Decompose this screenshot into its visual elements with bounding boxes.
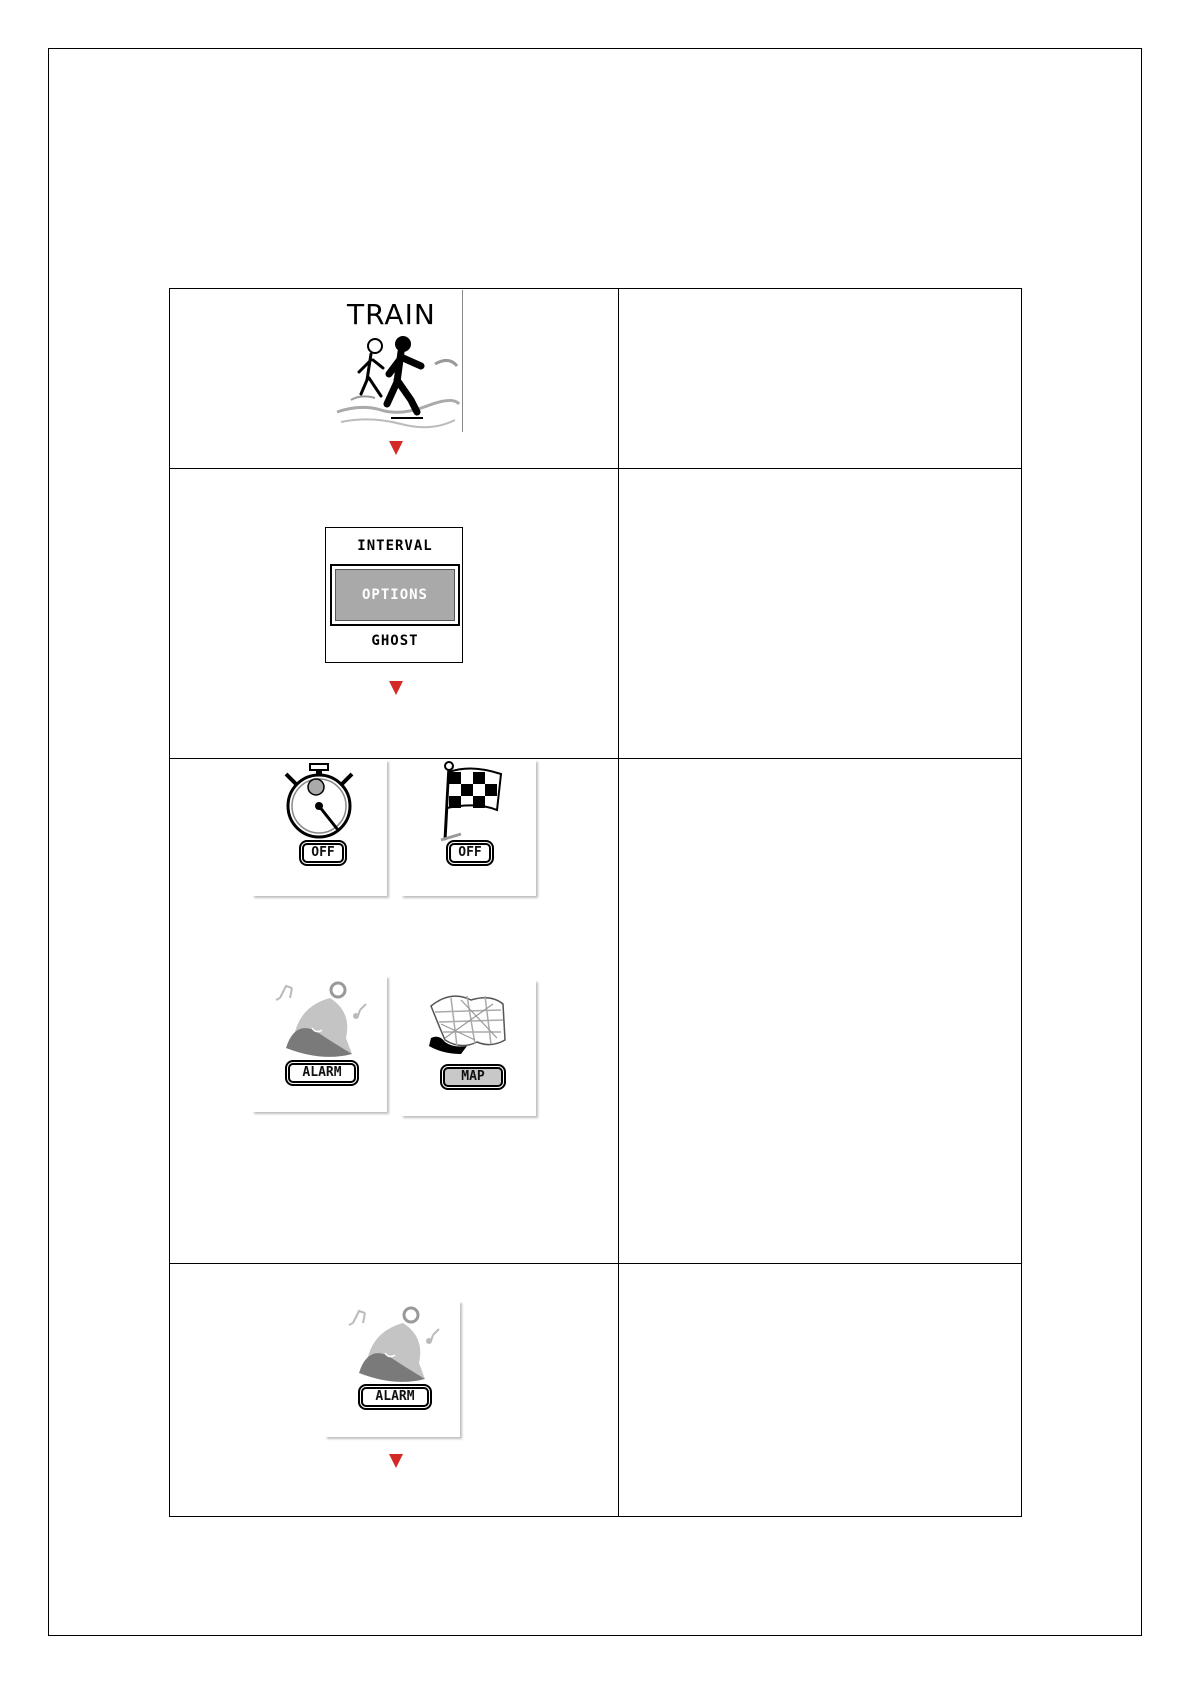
table-row	[169, 288, 618, 468]
description-cell	[619, 1263, 1021, 1516]
table-row	[169, 1263, 618, 1516]
runners-icon	[331, 334, 463, 434]
menu-item-ghost[interactable]: GHOST	[371, 633, 419, 649]
description-cell	[619, 468, 1021, 758]
option-status-badge: ALARM	[288, 1063, 356, 1083]
down-arrow-icon	[389, 681, 403, 695]
description-cell	[619, 288, 1021, 468]
menu-item-options[interactable]: OPTIONS	[335, 569, 455, 621]
train-title: TRAIN	[347, 298, 436, 331]
alarm-bell-icon	[252, 976, 387, 1066]
stopwatch-icon	[252, 760, 387, 850]
manual-table	[169, 288, 1022, 1517]
menu-selection-frame	[330, 564, 460, 626]
option-tile-flag[interactable]	[401, 760, 536, 896]
menu-screen	[325, 527, 463, 663]
option-status-badge: MAP	[443, 1067, 503, 1087]
option-status-badge: OFF	[302, 843, 344, 863]
option-tile-stopwatch[interactable]	[252, 760, 387, 896]
alarm-bell-icon	[325, 1301, 460, 1391]
menu-item-interval[interactable]: INTERVAL	[357, 538, 433, 554]
train-screen	[331, 290, 463, 432]
table-border-right	[1021, 288, 1022, 1517]
down-arrow-icon	[389, 441, 403, 455]
alarm-screen	[325, 1301, 460, 1437]
table-row	[169, 758, 618, 1263]
option-tile-map[interactable]	[401, 980, 536, 1116]
checkered-flag-icon	[401, 760, 536, 850]
table-border-bottom	[169, 1516, 1022, 1517]
map-icon	[401, 980, 536, 1070]
description-cell	[619, 758, 1021, 1263]
down-arrow-icon	[389, 1454, 403, 1468]
option-status-badge: OFF	[449, 843, 491, 863]
table-row	[169, 468, 618, 758]
option-tile-alarm[interactable]	[252, 976, 387, 1112]
alarm-label-badge: ALARM	[361, 1387, 429, 1407]
